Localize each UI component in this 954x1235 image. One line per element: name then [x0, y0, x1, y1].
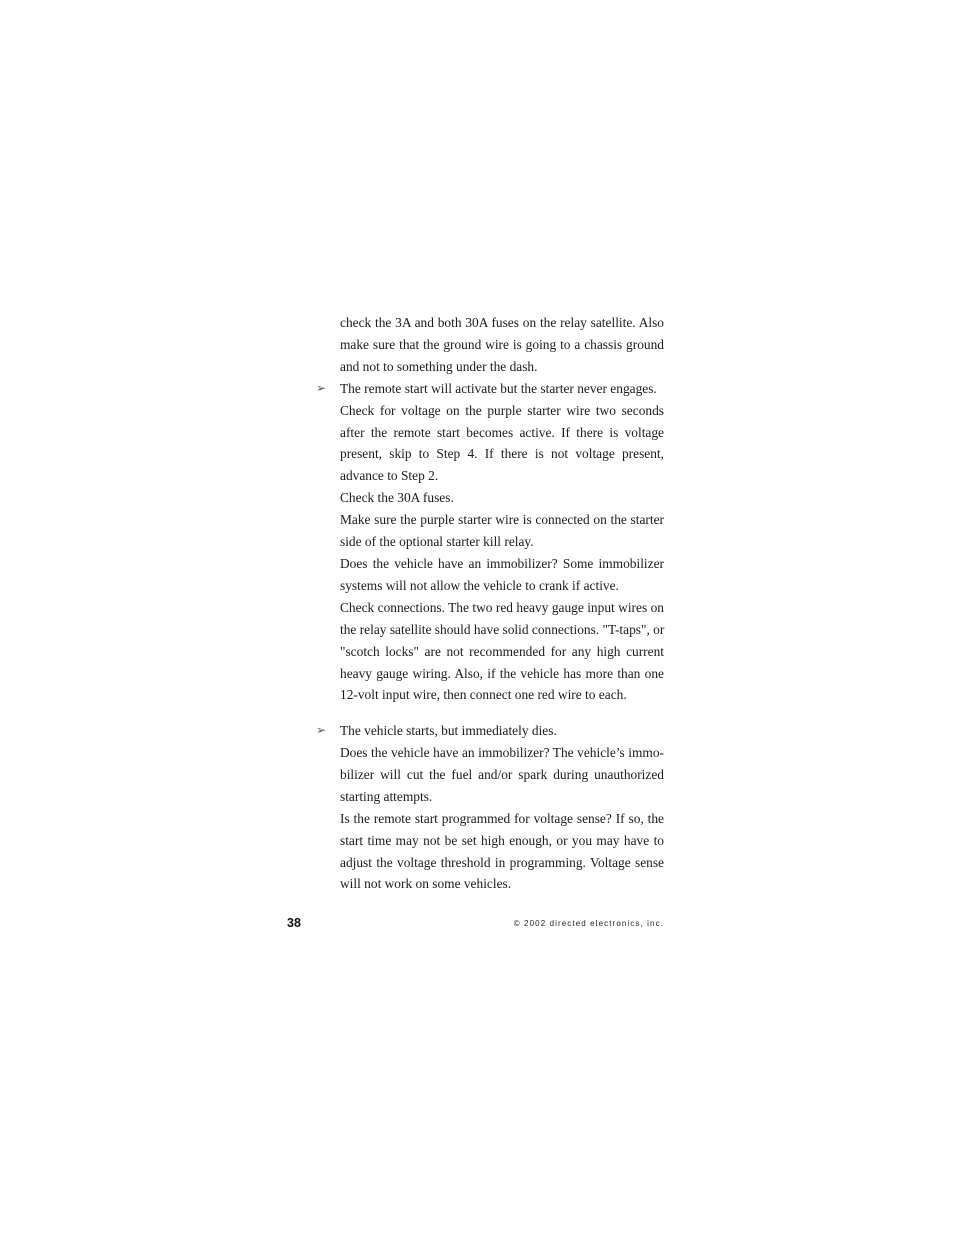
copyright-notice: © 2002 directed electronics, inc. — [513, 919, 664, 928]
text-line: Check the 30A fuses. — [340, 490, 454, 506]
text-line: side of the optional starter kill relay. — [340, 534, 534, 550]
bullet-heading: The remote start will activate but the starter never engages. — [340, 380, 657, 396]
step-paragraph — [340, 553, 664, 597]
arrow-bullet-icon: ➢ — [316, 723, 327, 738]
text-line: Check connections. The two red heavy gauge input wires on — [340, 599, 664, 615]
text-line: heavy gauge wiring. Also, if the vehicle has more than one — [340, 665, 664, 681]
step-paragraph — [340, 487, 664, 509]
step-paragraph — [340, 808, 664, 896]
text-line: will not work on some vehicles. — [340, 876, 512, 892]
text-line: 12-volt input wire, then connect one red wire to each. — [340, 687, 627, 703]
text-line: starting attempts. — [340, 788, 433, 804]
intro-paragraph — [340, 312, 664, 378]
step-paragraph — [340, 742, 664, 808]
step-paragraph — [340, 400, 664, 488]
arrow-bullet-icon: ➢ — [316, 380, 327, 395]
text-line: Does the vehicle have an immobilizer? Some immobilizer — [340, 555, 664, 571]
text-line: bilizer will cut the fuel and/or spark during unauthorized — [340, 766, 664, 782]
text-line: present, skip to Step 4. If there is not voltage present, — [340, 446, 664, 462]
text-line: Is the remote start programmed for voltage sense? If so, the — [340, 810, 664, 826]
page-number: 38 — [287, 916, 301, 930]
text-line: systems will not allow the vehicle to crank if active. — [340, 577, 619, 593]
text-line: make sure that the ground wire is going to a chassis ground — [340, 336, 664, 352]
text-line: Check for voltage on the purple starter wire two seconds — [340, 402, 664, 418]
step-paragraph — [340, 509, 664, 553]
text-line: Make sure the purple starter wire is connected on the starter — [340, 512, 664, 528]
text-line: after the remote start becomes active. If there is voltage — [340, 424, 664, 440]
bullet-item-starts-then-dies — [316, 720, 664, 895]
text-line: start time may not be set high enough, or you may have to — [340, 832, 664, 848]
step-paragraph — [340, 597, 664, 707]
text-line: "scotch locks" are not recommended for any high current — [340, 643, 664, 659]
bullet-heading: The vehicle starts, but immediately dies. — [340, 723, 557, 739]
bullet-item-starter-never-engages — [316, 378, 665, 707]
page-body — [316, 312, 665, 895]
text-line: check the 3A and both 30A fuses on the relay satellite. Also — [340, 315, 664, 330]
section-gap — [340, 706, 664, 720]
text-line: the relay satellite should have solid connections. "T-taps", or — [340, 621, 665, 637]
text-line: Does the vehicle have an immobilizer? The vehicle’s immo- — [340, 745, 664, 761]
text-line: advance to Step 2. — [340, 468, 439, 484]
text-line: adjust the voltage threshold in programming. Voltage sense — [340, 854, 664, 870]
text-line: and not to something under the dash. — [340, 358, 538, 374]
